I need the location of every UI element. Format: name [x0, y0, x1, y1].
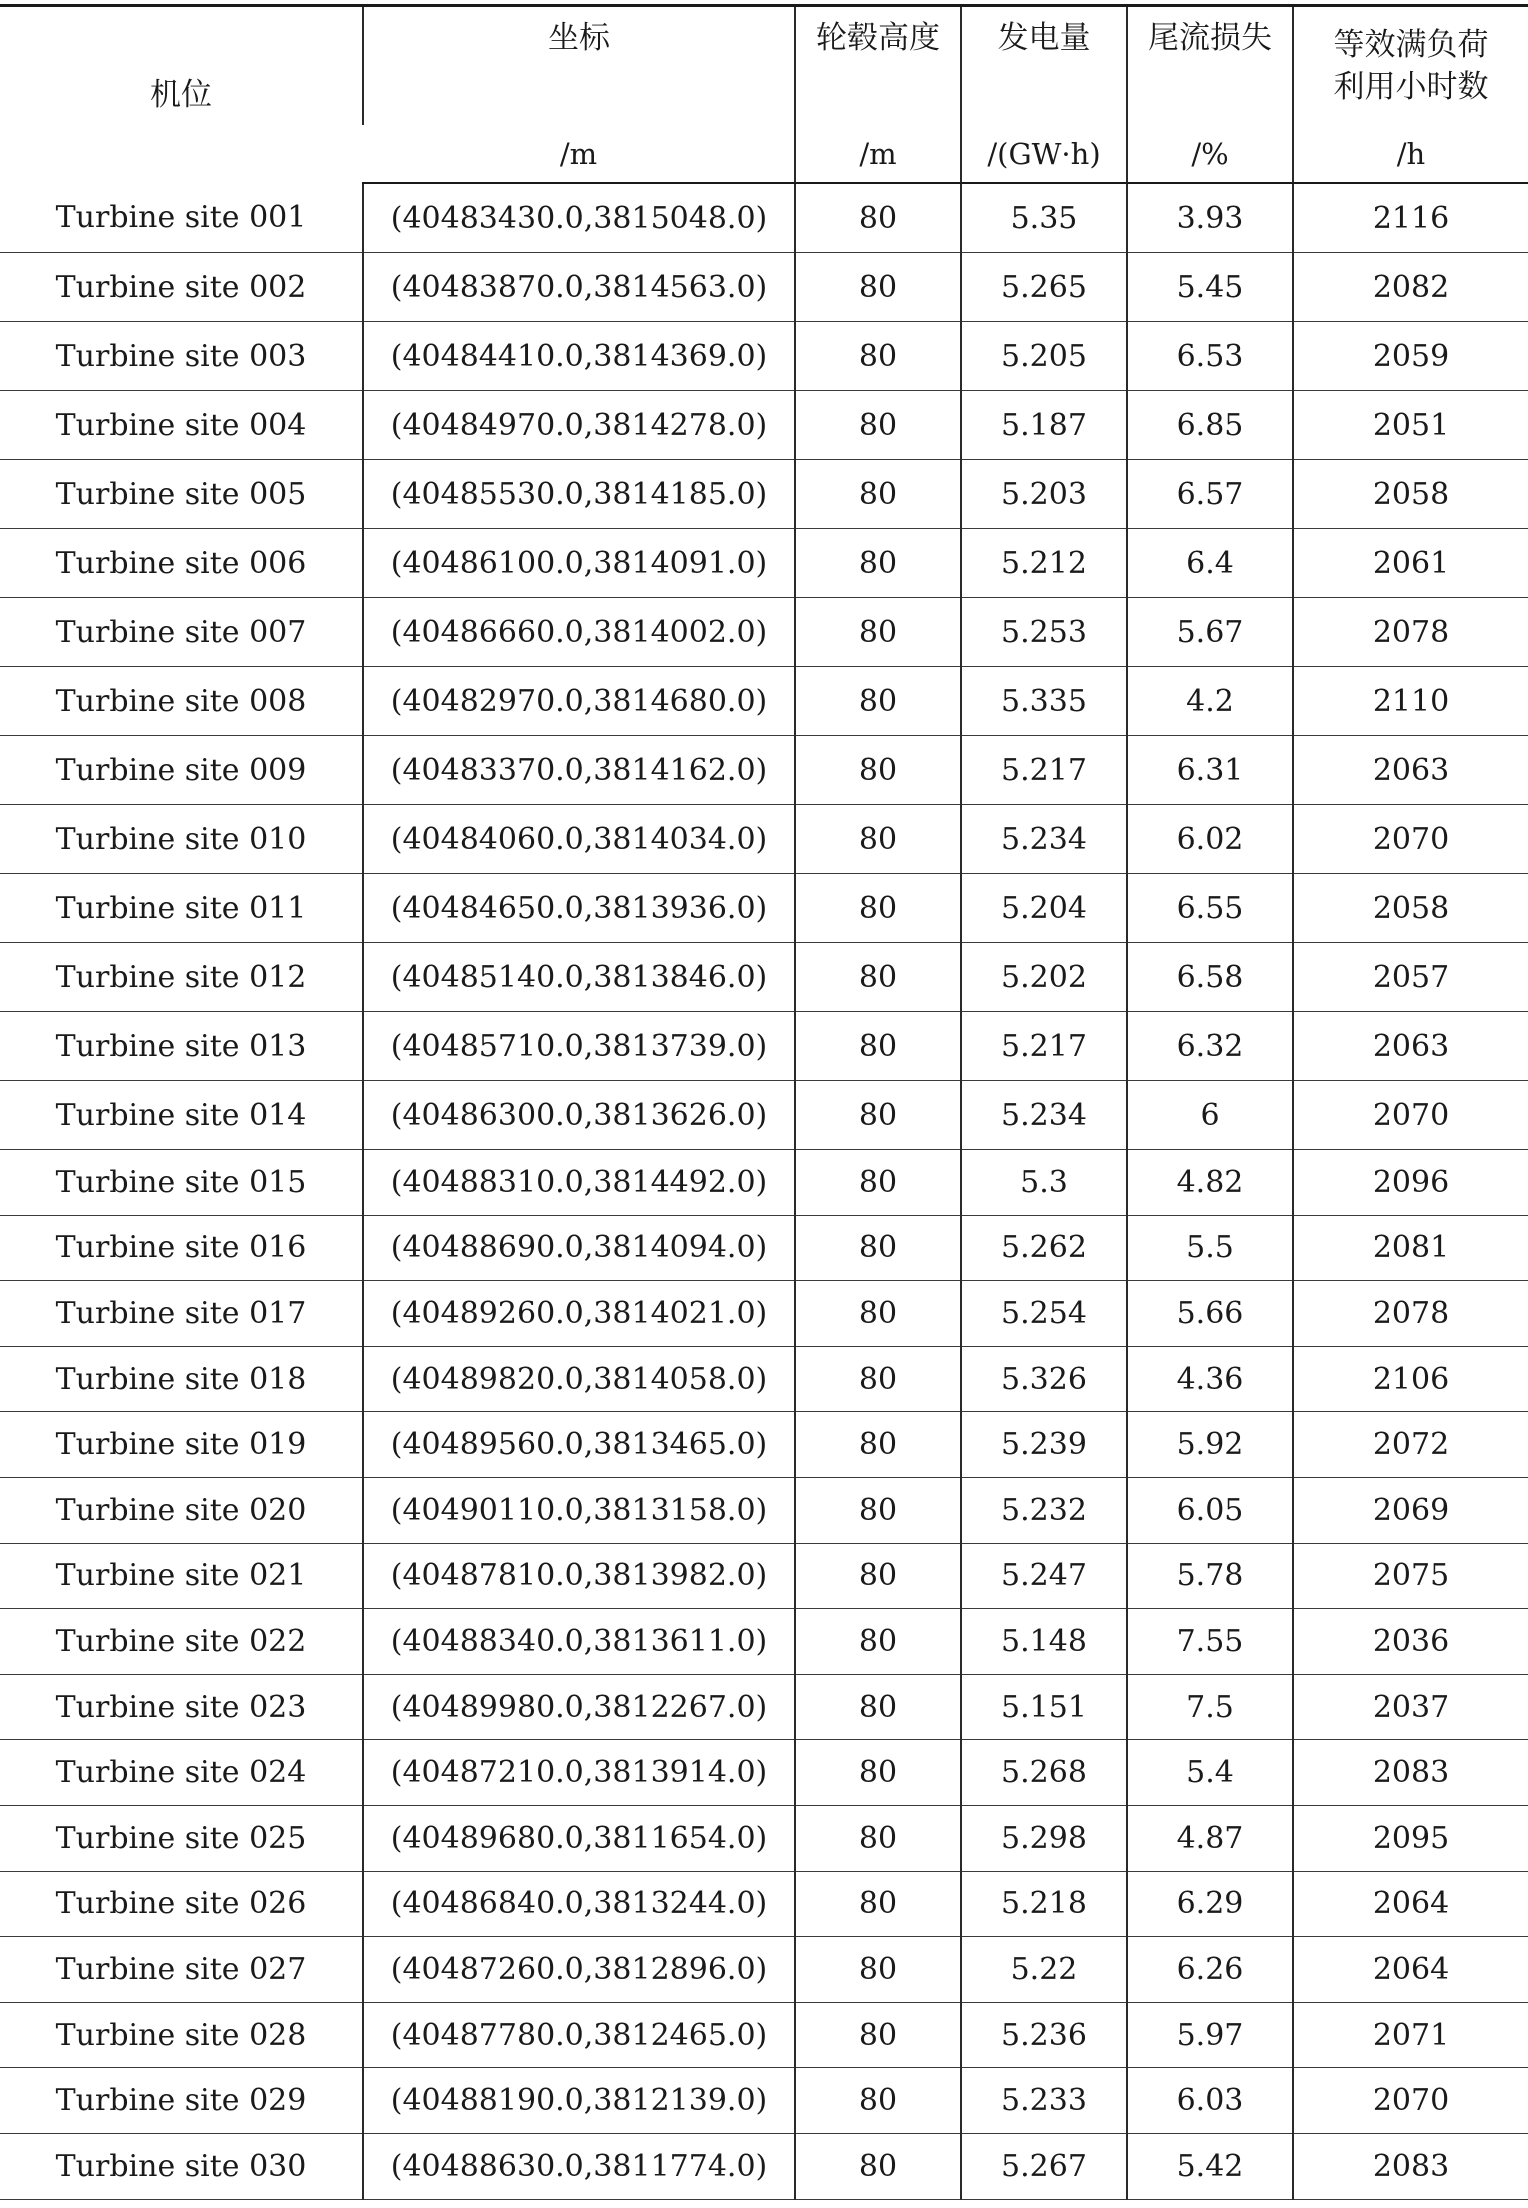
cell-site: Turbine site 007 — [0, 598, 363, 667]
cell-hours: 2070 — [1293, 805, 1528, 874]
cell-hub-height: 80 — [795, 1740, 961, 1806]
cell-hours: 2061 — [1293, 529, 1528, 598]
cell-coord: (40487210.0,3813914.0) — [363, 1740, 795, 1806]
header-coord: 坐标 — [363, 6, 795, 126]
cell-coord: (40484060.0,3814034.0) — [363, 805, 795, 874]
cell-site: Turbine site 017 — [0, 1281, 363, 1347]
cell-hub-height: 80 — [795, 1346, 961, 1412]
cell-hub-height: 80 — [795, 529, 961, 598]
cell-site: Turbine site 008 — [0, 667, 363, 736]
cell-coord: (40488310.0,3814492.0) — [363, 1150, 795, 1216]
cell-site: Turbine site 022 — [0, 1609, 363, 1675]
cell-site: Turbine site 016 — [0, 1215, 363, 1281]
turbine-data-table — [0, 4, 1528, 2200]
header-full-load-hours — [1293, 6, 1528, 126]
cell-hub-height: 80 — [795, 1012, 961, 1081]
cell-coord: (40483430.0,3815048.0) — [363, 183, 795, 253]
cell-hub-height: 80 — [795, 1674, 961, 1740]
cell-hours: 2064 — [1293, 1871, 1528, 1937]
cell-coord: (40486100.0,3814091.0) — [363, 529, 795, 598]
cell-wake-loss: 5.97 — [1127, 2002, 1293, 2068]
table-row — [0, 874, 1528, 943]
cell-hub-height: 80 — [795, 460, 961, 529]
cell-power: 5.203 — [961, 460, 1127, 529]
table-row — [0, 1477, 1528, 1543]
cell-wake-loss: 5.92 — [1127, 1412, 1293, 1478]
cell-power: 5.22 — [961, 1937, 1127, 2003]
cell-hub-height: 80 — [795, 598, 961, 667]
cell-power: 5.205 — [961, 322, 1127, 391]
table-row — [0, 1609, 1528, 1675]
cell-coord: (40487780.0,3812465.0) — [363, 2002, 795, 2068]
cell-wake-loss: 5.66 — [1127, 1281, 1293, 1347]
cell-hub-height: 80 — [795, 736, 961, 805]
cell-site: Turbine site 003 — [0, 322, 363, 391]
cell-hours: 2058 — [1293, 874, 1528, 943]
unit-coord: /m — [363, 125, 795, 183]
cell-hub-height: 80 — [795, 1150, 961, 1216]
table-row — [0, 1805, 1528, 1871]
header-hours-line2: 利用小时数 — [1333, 69, 1489, 105]
cell-coord: (40489820.0,3814058.0) — [363, 1346, 795, 1412]
cell-site: Turbine site 030 — [0, 2133, 363, 2199]
cell-power: 5.217 — [961, 1012, 1127, 1081]
cell-coord: (40487260.0,3812896.0) — [363, 1937, 795, 2003]
cell-power: 5.217 — [961, 736, 1127, 805]
table-row — [0, 2002, 1528, 2068]
cell-hours: 2083 — [1293, 2133, 1528, 2199]
cell-hub-height: 80 — [795, 322, 961, 391]
cell-site: Turbine site 025 — [0, 1805, 363, 1871]
cell-power: 5.233 — [961, 2068, 1127, 2134]
cell-hub-height: 80 — [795, 1609, 961, 1675]
header-wake-loss: 尾流损失 — [1127, 6, 1293, 126]
cell-hours: 2081 — [1293, 1215, 1528, 1281]
cell-site: Turbine site 014 — [0, 1081, 363, 1150]
cell-hub-height: 80 — [795, 2002, 961, 2068]
table-row — [0, 1281, 1528, 1347]
cell-hub-height: 80 — [795, 943, 961, 1012]
cell-wake-loss: 6.53 — [1127, 322, 1293, 391]
cell-coord: (40486300.0,3813626.0) — [363, 1081, 795, 1150]
cell-power: 5.326 — [961, 1346, 1127, 1412]
cell-coord: (40485530.0,3814185.0) — [363, 460, 795, 529]
table-row — [0, 805, 1528, 874]
cell-hours: 2070 — [1293, 1081, 1528, 1150]
cell-wake-loss: 6.85 — [1127, 391, 1293, 460]
cell-wake-loss: 6 — [1127, 1081, 1293, 1150]
cell-wake-loss: 5.5 — [1127, 1215, 1293, 1281]
cell-site: Turbine site 024 — [0, 1740, 363, 1806]
header-hub-height: 轮毂高度 — [795, 6, 961, 126]
cell-hours: 2059 — [1293, 322, 1528, 391]
unit-wake-loss: /% — [1127, 125, 1293, 183]
cell-site: Turbine site 012 — [0, 943, 363, 1012]
cell-site: Turbine site 019 — [0, 1412, 363, 1478]
cell-power: 5.247 — [961, 1543, 1127, 1609]
cell-site: Turbine site 015 — [0, 1150, 363, 1216]
cell-coord: (40483870.0,3814563.0) — [363, 253, 795, 322]
cell-hours: 2095 — [1293, 1805, 1528, 1871]
cell-wake-loss: 6.58 — [1127, 943, 1293, 1012]
cell-site: Turbine site 005 — [0, 460, 363, 529]
table-row — [0, 529, 1528, 598]
cell-hub-height: 80 — [795, 667, 961, 736]
cell-hours: 2036 — [1293, 1609, 1528, 1675]
cell-power: 5.202 — [961, 943, 1127, 1012]
cell-hours: 2063 — [1293, 736, 1528, 805]
cell-wake-loss: 3.93 — [1127, 183, 1293, 253]
cell-hub-height: 80 — [795, 1412, 961, 1478]
table-row — [0, 2068, 1528, 2134]
cell-site: Turbine site 013 — [0, 1012, 363, 1081]
cell-hub-height: 80 — [795, 2068, 961, 2134]
cell-power: 5.212 — [961, 529, 1127, 598]
cell-wake-loss: 6.32 — [1127, 1012, 1293, 1081]
table-row — [0, 1081, 1528, 1150]
cell-power: 5.187 — [961, 391, 1127, 460]
cell-coord: (40486840.0,3813244.0) — [363, 1871, 795, 1937]
cell-hub-height: 80 — [795, 1215, 961, 1281]
cell-site: Turbine site 009 — [0, 736, 363, 805]
cell-site: Turbine site 026 — [0, 1871, 363, 1937]
unit-hub-height: /m — [795, 125, 961, 183]
cell-coord: (40488630.0,3811774.0) — [363, 2133, 795, 2199]
cell-power: 5.265 — [961, 253, 1127, 322]
table-row — [0, 1740, 1528, 1806]
cell-site: Turbine site 010 — [0, 805, 363, 874]
cell-hours: 2106 — [1293, 1346, 1528, 1412]
cell-site: Turbine site 001 — [0, 183, 363, 253]
cell-power: 5.35 — [961, 183, 1127, 253]
cell-wake-loss: 6.31 — [1127, 736, 1293, 805]
cell-hours: 2110 — [1293, 667, 1528, 736]
cell-site: Turbine site 006 — [0, 529, 363, 598]
cell-hub-height: 80 — [795, 183, 961, 253]
cell-hub-height: 80 — [795, 1871, 961, 1937]
table-row — [0, 1346, 1528, 1412]
cell-hub-height: 80 — [795, 1937, 961, 2003]
table-row — [0, 1215, 1528, 1281]
cell-wake-loss: 6.57 — [1127, 460, 1293, 529]
table-row — [0, 1543, 1528, 1609]
cell-coord: (40488690.0,3814094.0) — [363, 1215, 795, 1281]
cell-power: 5.267 — [961, 2133, 1127, 2199]
cell-hub-height: 80 — [795, 2133, 961, 2199]
cell-power: 5.218 — [961, 1871, 1127, 1937]
cell-hub-height: 80 — [795, 1281, 961, 1347]
cell-power: 5.148 — [961, 1609, 1127, 1675]
cell-hours: 2063 — [1293, 1012, 1528, 1081]
cell-hub-height: 80 — [795, 1805, 961, 1871]
cell-wake-loss: 5.78 — [1127, 1543, 1293, 1609]
cell-wake-loss: 5.67 — [1127, 598, 1293, 667]
cell-power: 5.268 — [961, 1740, 1127, 1806]
cell-site: Turbine site 011 — [0, 874, 363, 943]
cell-coord: (40488190.0,3812139.0) — [363, 2068, 795, 2134]
table-row — [0, 253, 1528, 322]
cell-hours: 2071 — [1293, 2002, 1528, 2068]
table-row — [0, 322, 1528, 391]
cell-hours: 2078 — [1293, 598, 1528, 667]
cell-site: Turbine site 021 — [0, 1543, 363, 1609]
cell-hours: 2064 — [1293, 1937, 1528, 2003]
cell-hub-height: 80 — [795, 874, 961, 943]
cell-power: 5.151 — [961, 1674, 1127, 1740]
cell-hub-height: 80 — [795, 1543, 961, 1609]
cell-wake-loss: 6.55 — [1127, 874, 1293, 943]
cell-power: 5.204 — [961, 874, 1127, 943]
cell-power: 5.253 — [961, 598, 1127, 667]
cell-hours: 2075 — [1293, 1543, 1528, 1609]
cell-coord: (40489260.0,3814021.0) — [363, 1281, 795, 1347]
table-row — [0, 598, 1528, 667]
cell-hub-height: 80 — [795, 1081, 961, 1150]
cell-wake-loss: 6.4 — [1127, 529, 1293, 598]
cell-site: Turbine site 020 — [0, 1477, 363, 1543]
table-row — [0, 667, 1528, 736]
cell-hours: 2051 — [1293, 391, 1528, 460]
unit-power: /(GW·h) — [961, 125, 1127, 183]
table-header — [0, 6, 1528, 184]
cell-hours: 2070 — [1293, 2068, 1528, 2134]
cell-hours: 2083 — [1293, 1740, 1528, 1806]
table-row — [0, 943, 1528, 1012]
cell-coord: (40489560.0,3813465.0) — [363, 1412, 795, 1478]
header-power: 发电量 — [961, 6, 1127, 126]
cell-site: Turbine site 004 — [0, 391, 363, 460]
cell-coord: (40489980.0,3812267.0) — [363, 1674, 795, 1740]
cell-wake-loss: 7.5 — [1127, 1674, 1293, 1740]
table-row — [0, 1871, 1528, 1937]
table-row — [0, 736, 1528, 805]
cell-hub-height: 80 — [795, 391, 961, 460]
cell-power: 5.262 — [961, 1215, 1127, 1281]
cell-hub-height: 80 — [795, 805, 961, 874]
table-row — [0, 1412, 1528, 1478]
cell-hours: 2082 — [1293, 253, 1528, 322]
cell-power: 5.234 — [961, 805, 1127, 874]
cell-wake-loss: 5.42 — [1127, 2133, 1293, 2199]
cell-site: Turbine site 002 — [0, 253, 363, 322]
cell-power: 5.298 — [961, 1805, 1127, 1871]
table-body — [0, 183, 1528, 2199]
table-row — [0, 1150, 1528, 1216]
cell-power: 5.236 — [961, 2002, 1127, 2068]
table-row — [0, 391, 1528, 460]
cell-coord: (40484410.0,3814369.0) — [363, 322, 795, 391]
cell-wake-loss: 5.4 — [1127, 1740, 1293, 1806]
cell-power: 5.239 — [961, 1412, 1127, 1478]
cell-hours: 2096 — [1293, 1150, 1528, 1216]
cell-coord: (40488340.0,3813611.0) — [363, 1609, 795, 1675]
cell-wake-loss: 4.36 — [1127, 1346, 1293, 1412]
cell-hours: 2057 — [1293, 943, 1528, 1012]
cell-wake-loss: 6.03 — [1127, 2068, 1293, 2134]
cell-wake-loss: 4.2 — [1127, 667, 1293, 736]
cell-site: Turbine site 018 — [0, 1346, 363, 1412]
cell-coord: (40487810.0,3813982.0) — [363, 1543, 795, 1609]
cell-site: Turbine site 028 — [0, 2002, 363, 2068]
cell-power: 5.234 — [961, 1081, 1127, 1150]
cell-hub-height: 80 — [795, 1477, 961, 1543]
table-row — [0, 2133, 1528, 2199]
unit-hours: /h — [1293, 125, 1528, 183]
cell-site: Turbine site 029 — [0, 2068, 363, 2134]
cell-power: 5.232 — [961, 1477, 1127, 1543]
cell-power: 5.254 — [961, 1281, 1127, 1347]
cell-coord: (40485710.0,3813739.0) — [363, 1012, 795, 1081]
cell-wake-loss: 4.87 — [1127, 1805, 1293, 1871]
header-site: 机位 — [0, 6, 363, 184]
cell-site: Turbine site 023 — [0, 1674, 363, 1740]
cell-coord: (40489680.0,3811654.0) — [363, 1805, 795, 1871]
cell-hours: 2078 — [1293, 1281, 1528, 1347]
table-row — [0, 460, 1528, 529]
table-row — [0, 183, 1528, 253]
cell-hours: 2072 — [1293, 1412, 1528, 1478]
table-row — [0, 1937, 1528, 2003]
cell-wake-loss: 5.45 — [1127, 253, 1293, 322]
cell-wake-loss: 4.82 — [1127, 1150, 1293, 1216]
cell-hours: 2069 — [1293, 1477, 1528, 1543]
table-row — [0, 1674, 1528, 1740]
table-row — [0, 1012, 1528, 1081]
header-hours-line1: 等效满负荷 — [1333, 27, 1489, 63]
cell-hours: 2116 — [1293, 183, 1528, 253]
cell-hub-height: 80 — [795, 253, 961, 322]
cell-coord: (40486660.0,3814002.0) — [363, 598, 795, 667]
cell-coord: (40490110.0,3813158.0) — [363, 1477, 795, 1543]
cell-wake-loss: 6.26 — [1127, 1937, 1293, 2003]
cell-wake-loss: 6.02 — [1127, 805, 1293, 874]
cell-wake-loss: 6.29 — [1127, 1871, 1293, 1937]
cell-hours: 2058 — [1293, 460, 1528, 529]
cell-wake-loss: 7.55 — [1127, 1609, 1293, 1675]
cell-coord: (40484650.0,3813936.0) — [363, 874, 795, 943]
cell-hours: 2037 — [1293, 1674, 1528, 1740]
cell-site: Turbine site 027 — [0, 1937, 363, 2003]
cell-coord: (40483370.0,3814162.0) — [363, 736, 795, 805]
cell-coord: (40484970.0,3814278.0) — [363, 391, 795, 460]
cell-power: 5.335 — [961, 667, 1127, 736]
cell-power: 5.3 — [961, 1150, 1127, 1216]
cell-wake-loss: 6.05 — [1127, 1477, 1293, 1543]
cell-coord: (40482970.0,3814680.0) — [363, 667, 795, 736]
cell-coord: (40485140.0,3813846.0) — [363, 943, 795, 1012]
